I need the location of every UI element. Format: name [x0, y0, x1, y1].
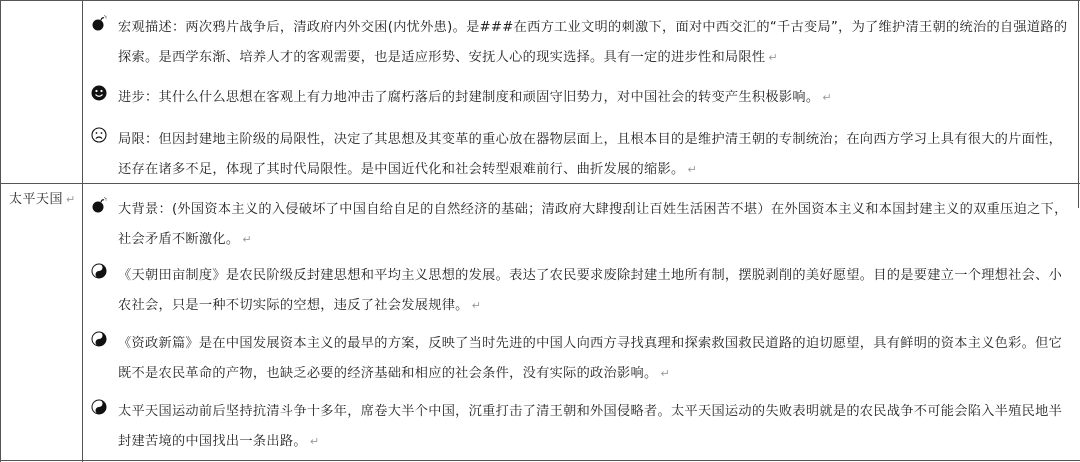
row-label: [9, 188, 76, 207]
list-item: [91, 329, 1073, 389]
yin-yang-icon: [91, 263, 107, 279]
smiley-icon: [91, 85, 107, 101]
paragraph-mark: ↵: [768, 51, 778, 64]
yin-yang-icon: [91, 399, 107, 415]
column-divider: [82, 0, 83, 462]
list-item: [91, 83, 1073, 113]
table-left-border: [0, 0, 1, 462]
table-right-border: [1078, 0, 1079, 208]
yin-yang-icon: [91, 331, 107, 347]
paragraph-mark: ↵: [822, 91, 832, 104]
list-item: [91, 125, 1073, 185]
paragraph-mark: ↵: [687, 163, 698, 176]
paragraph-mark: ↵: [66, 193, 76, 206]
entry-text: 局限：但因封建地主阶级的局限性，决定了其思想及其变革的重心放在器物层面上，且根本目的是维护清王朝的专制统治；在向西方学习上具有很大的片面性，还存在诸多不足，体现了其时代局限性。是中国近代化和社会转型艰难前行、曲折发展的缩影。: [118, 132, 1063, 177]
paragraph-mark: ↵: [242, 233, 252, 246]
table-top-border: [0, 0, 1080, 1]
table-bottom-border: [0, 460, 1080, 461]
row-label-text: 太平天国: [9, 192, 64, 207]
entry-text: 《天朝田亩制度》是农民阶级反封建思想和平均主义思想的发展。表达了农民要求废除封建土地所有制，摆脱剥削的美好愿望。目的是要建立一个理想社会、小农社会，只是一种不切实际的空想，违反了社会发展规律。: [118, 268, 1063, 313]
entry-text: 《资政新篇》是在中国发展资本主义的最早的方案，反映了当时先进的中国人向西方寻找真理和探索救国救民道路的迫切愿望，具有鲜明的资本主义色彩。但它既不是农民革命的产物，也缺乏必要的经济基础和相应的社会条件，没有实际的政治影响。: [118, 336, 1063, 381]
entry-text: 宏观描述：两次鸦片战争后，清政府内外交困(内忧外患)。是###在西方工业文明的刺激下，面对中西交汇的“千古变局”，为了维护清王朝的统治的自强道路的探索。是西学东渐、培养人才的客观需要，也是适应形势、安抚人心的现实选择。具有一定的进步性和局限性: [118, 20, 1068, 65]
bomb-icon: [91, 15, 107, 31]
paragraph-mark: ↵: [471, 299, 482, 312]
bomb-icon: [91, 197, 107, 213]
frown-icon: [91, 127, 107, 143]
list-item: [91, 195, 1073, 255]
entry-text: 进步：其什么什么思想在客观上有力地冲击了腐朽落后的封建制度和顽固守旧势力，对中国社会的转变产生积极影响。: [118, 90, 820, 105]
list-item: [91, 13, 1073, 73]
paragraph-mark: ↵: [309, 435, 320, 448]
paragraph-mark: ↵: [660, 367, 671, 380]
entry-text: 太平天国运动前后坚持抗清斗争十多年，席卷大半个中国，沉重打击了清王朝和外国侵略者。太平天国运动的失败表明就是的农民战争不可能会陷入半殖民地半封建苦境的中国找出一条出路。: [118, 404, 1063, 449]
entry-text: 大背景：(外国资本主义的入侵破坏了中国自给自足的自然经济的基础；清政府大肆搜刮让百姓生活困苦不堪）在外国资本主义和本国封建主义的双重压迫之下，社会矛盾不断激化。: [118, 202, 1068, 247]
list-item: [91, 261, 1073, 321]
list-item: [91, 397, 1073, 457]
